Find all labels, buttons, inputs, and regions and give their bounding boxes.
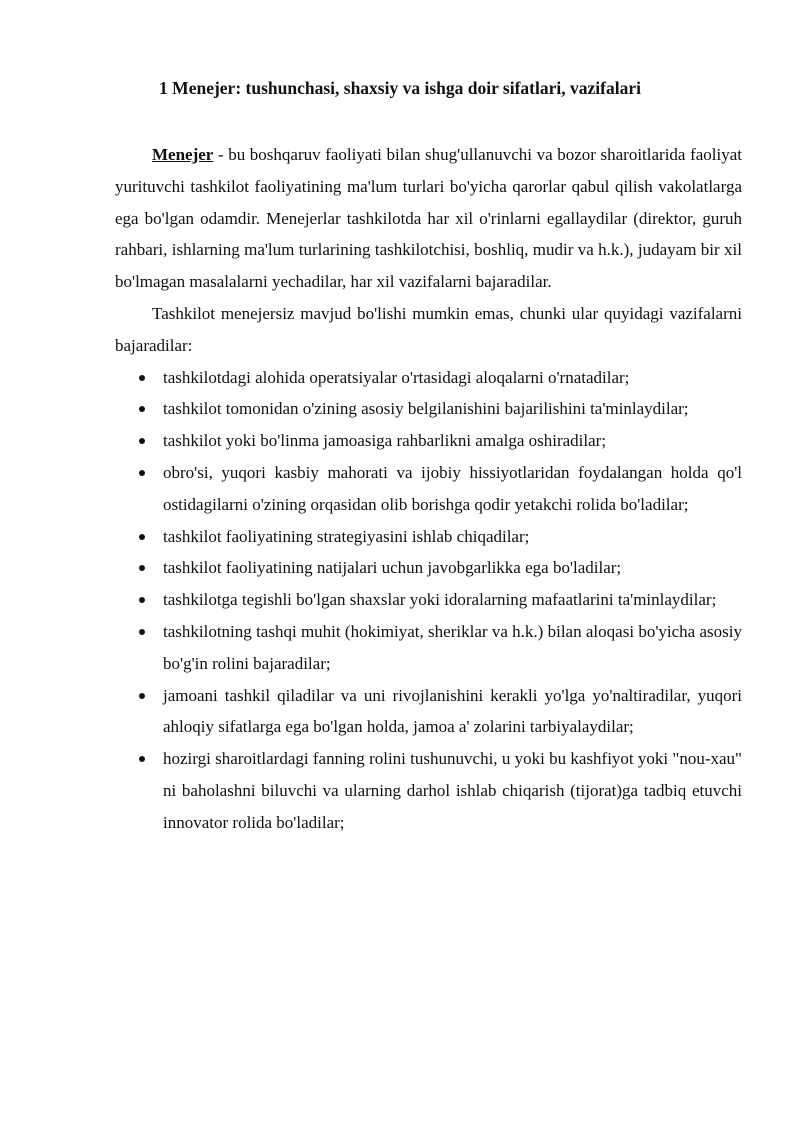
bullet-icon [139,629,145,635]
list-item [115,425,742,457]
bullet-icon [139,470,145,476]
list-item-text: tashkilotning tashqi muhit (hokimiyat, sheriklar va h.k.) bilan aloqasi bo'yicha asosiy bo'g'in rolini bajaradilar; [163,621,742,673]
list-item-text: tashkilotdagi alohida operatsiyalar o'rtasidagi aloqalarni o'rnatadilar; [163,367,630,387]
list-item-text: tashkilot yoki bo'linma jamoasiga rahbarlikni amalga oshiradilar; [163,431,607,451]
list-item [115,362,742,394]
document-body [115,139,742,839]
list-item [115,393,742,425]
bullet-icon [139,438,145,444]
list-item [115,743,742,838]
bullet-icon [139,597,145,603]
list-item-text: tashkilot faoliyatining natijalari uchun javobgarlikka ega bo'ladilar; [163,558,622,578]
section-title: 1 Menejer: tushunchasi, shaxsiy va ishga doir sifatlari, vazifalari [159,78,641,98]
list-item [115,584,742,616]
list-item [115,521,742,553]
list-item-text: tashkilotga tegishli bo'lgan shaxslar yoki idoralarning mafaatlarini ta'minlaydilar; [163,590,717,610]
lead-paragraph: Tashkilot menejersiz mavjud bo'lishi mumkin emas, chunki ular quyidagi vazifalarni bajaradilar: [115,303,742,355]
bullet-icon [139,534,145,540]
bullet-icon [139,565,145,571]
bullet-icon [139,406,145,412]
list-item-text: jamoani tashkil qiladilar va uni rivojlanishini kerakli yo'lga yo'naltiradilar, yuqori ahloqiy sifatlarga ega bo'lgan holda, jamoa a' zolarini tarbiyalaydilar; [163,685,742,737]
definition-text: - bu boshqaruv faoliyati bilan shug'ullanuvchi va bozor sharoitlarida faoliyat yurituvchi tashkilot faoliyatining ma'lum turlari bo'yicha qarorlar qabul qilish vakolatlarga ega bo'lgan odamdir. Menejerlar tashkilotda har xil o'rinlarni egallaydilar (direktor, guruh rahbari, ishlarning ma'lum turlarining tashkilotchisi, boshliq, mudir va h.k.), judayam bir xil bo'lmagan masalalarni yechadilar, har xil vazifalarni bajaradilar. [115,145,742,292]
bullet-icon [139,375,145,381]
bullet-icon [139,756,145,762]
list-item [115,457,742,521]
list-item-text: tashkilot tomonidan o'zining asosiy belgilanishini bajarilishini ta'minlaydilar; [163,399,689,419]
list-item [115,680,742,744]
duties-list [115,362,742,839]
bullet-icon [139,693,145,699]
list-item-text: hozirgi sharoitlardagi fanning rolini tushunuvchi, u yoki bu kashfiyot yoki "nou-xau" ni baholashni biluvchi va ularning darhol ishlab chiqarish (tijorat)ga tadbiq etuvchi innovator rolida bo'ladilar; [163,749,742,832]
list-item-text: obro'si, yuqori kasbiy mahorati va ijobiy hissiyotlaridan foydalangan holda qo'l ostidagilarni o'zining orqasidan olib borishga qodir yetakchi rolida bo'ladilar; [163,462,742,514]
definition-paragraph [115,139,742,298]
list-item-text: tashkilot faoliyatining strategiyasini ishlab chiqadilar; [163,526,530,546]
defined-term: Menejer [152,145,214,164]
list-item [115,616,742,680]
list-item [115,552,742,584]
